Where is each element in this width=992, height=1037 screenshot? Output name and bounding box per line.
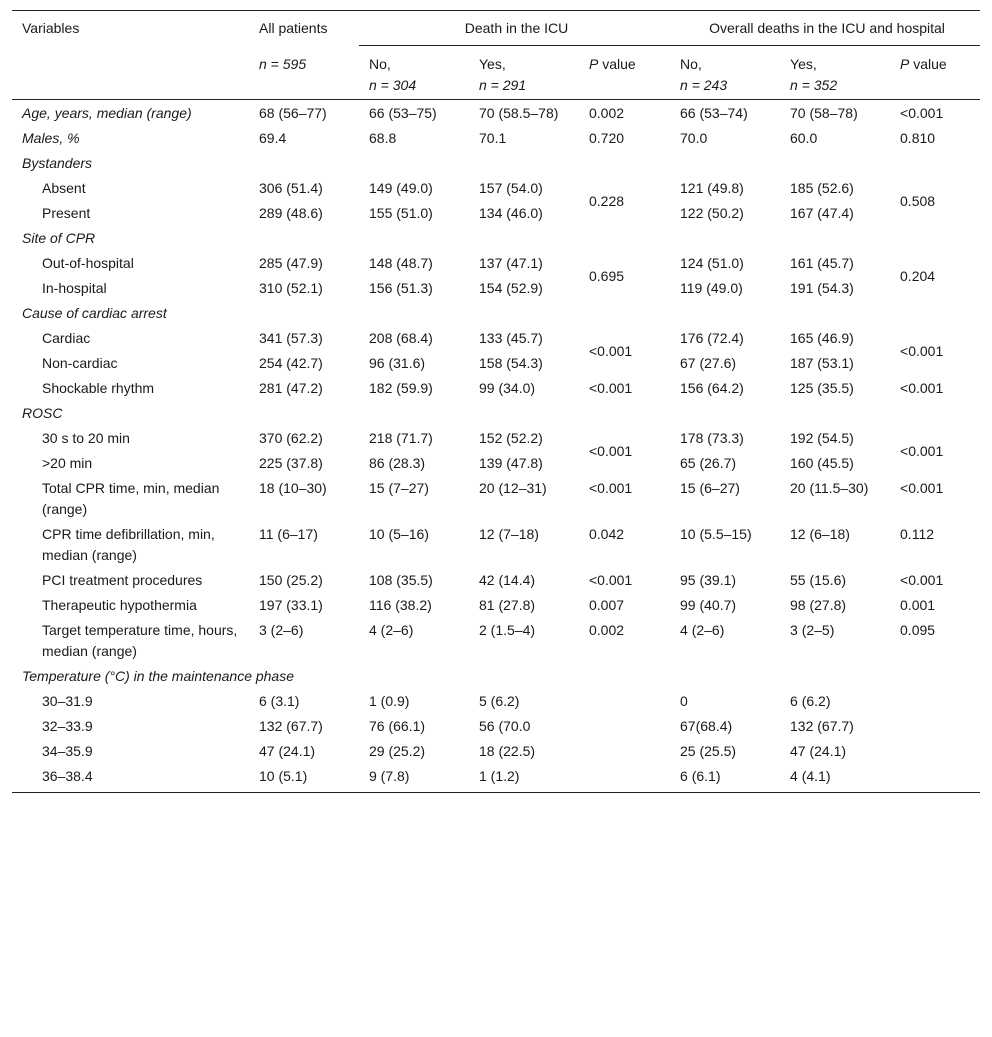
cell-icu-no: 218 (71.7)	[369, 430, 433, 446]
cell-all: 285 (47.9)	[259, 255, 323, 271]
cell-overall-yes: 132 (67.7)	[790, 718, 854, 734]
cell-overall-no: 99 (40.7)	[680, 597, 737, 613]
table-row-non-cardiac	[12, 350, 980, 375]
row-label: 30 s to 20 min	[42, 430, 130, 446]
cell-all: 6 (3.1)	[259, 693, 300, 709]
table-row-shockable	[12, 375, 980, 400]
table-row-rosc-over-20min	[12, 450, 980, 475]
cell-icu-no: 76 (66.1)	[369, 718, 426, 734]
table-row-out-of-hospital	[12, 250, 980, 275]
cell-all: 254 (42.7)	[259, 355, 323, 371]
cell-all: 370 (62.2)	[259, 430, 323, 446]
cell-overall-p: 0.095	[900, 622, 936, 638]
section-label: Bystanders	[22, 155, 93, 171]
cell-overall-no: 67(68.4)	[680, 718, 733, 734]
cell-icu-no: 116 (38.2)	[369, 597, 432, 613]
cell-all: 47 (24.1)	[259, 743, 316, 759]
cell-all: 10 (5.1)	[249, 763, 359, 793]
cell-overall-yes: 98 (27.8)	[790, 597, 847, 613]
cell-icu-yes: 42 (14.4)	[479, 572, 536, 588]
row-label: 34–35.9	[42, 743, 93, 759]
row-label: Males, %	[22, 130, 80, 146]
row-label: 32–33.9	[42, 718, 93, 734]
cell-icu-no: 108 (35.5)	[369, 572, 433, 588]
cell-icu-no: 4 (2–6)	[369, 622, 414, 638]
cell-icu-yes: 99 (34.0)	[479, 380, 536, 396]
cell-icu-yes: 70 (58.5–78)	[469, 100, 579, 126]
cell-overall-no: 66 (53–74)	[670, 100, 780, 126]
cell-overall-p: 0.112	[900, 526, 935, 542]
cell-overall-yes: 187 (53.1)	[790, 355, 854, 371]
cell-icu-no: 208 (68.4)	[369, 330, 433, 346]
header-overall-yes: Yes, n = 352	[790, 56, 838, 93]
cell-icu-yes: 12 (7–18)	[479, 526, 539, 542]
header-icu-p: P value	[589, 56, 636, 72]
cell-icu-yes: 133 (45.7)	[479, 330, 543, 346]
cell-all: 18 (10–30)	[259, 480, 327, 496]
table-container	[12, 10, 980, 793]
cell-overall-no: 15 (6–27)	[680, 480, 740, 496]
row-label: Non-cardiac	[42, 355, 118, 371]
cell-icu-no: 15 (7–27)	[369, 480, 429, 496]
row-label: PCI treatment procedures	[42, 572, 203, 588]
row-label: Out-of-hospital	[42, 255, 134, 271]
cell-all: 68 (56–77)	[249, 100, 359, 126]
cell-icu-yes: 134 (46.0)	[479, 205, 543, 221]
cell-icu-no: 29 (25.2)	[369, 743, 426, 759]
cell-overall-no: 65 (26.7)	[680, 455, 737, 471]
section-label: ROSC	[22, 405, 63, 421]
row-label: In-hospital	[42, 280, 107, 296]
cell-icu-p: 0.042	[589, 526, 625, 542]
table-row-section-rosc	[12, 400, 980, 425]
cell-all: 132 (67.7)	[259, 718, 323, 734]
cell-overall-p: <0.001	[890, 100, 980, 126]
row-label: 36–38.4	[12, 763, 249, 793]
cell-all: 310 (52.1)	[259, 280, 323, 296]
cell-overall-no: 121 (49.8)	[680, 180, 744, 196]
cell-overall-yes: 161 (45.7)	[790, 255, 854, 271]
table-row-cardiac	[12, 325, 980, 350]
cell-all: 281 (47.2)	[259, 380, 323, 396]
cell-icu-yes: 157 (54.0)	[479, 180, 543, 196]
cell-overall-yes: 12 (6–18)	[790, 526, 850, 542]
table-row-temp-30	[12, 688, 980, 713]
cell-icu-yes: 154 (52.9)	[479, 280, 543, 296]
cell-icu-p: 0.695	[589, 267, 625, 284]
cell-overall-yes: 60.0	[790, 130, 818, 146]
cell-icu-no: 1 (0.9)	[369, 693, 410, 709]
cell-overall-yes: 55 (15.6)	[790, 572, 847, 588]
table-row-temp-36	[12, 763, 980, 793]
row-label: Age, years, median (range)	[12, 100, 249, 126]
table-row-age	[12, 100, 980, 126]
header-overall-no: No, n = 243	[680, 56, 728, 93]
row-label: Total CPR time, min, median (range)	[42, 480, 220, 517]
row-label: Therapeutic hypothermia	[42, 597, 197, 613]
cell-icu-yes: 2 (1.5–4)	[479, 622, 536, 638]
cell-overall-yes: 192 (54.5)	[790, 430, 854, 446]
cell-overall-no: 10 (5.5–15)	[680, 526, 752, 542]
cell-all: 197 (33.1)	[259, 597, 323, 613]
header-overall-deaths: Overall deaths in the ICU and hospital	[670, 11, 980, 46]
cell-overall-yes: 6 (6.2)	[790, 693, 831, 709]
section-label: Temperature (°C) in the maintenance phase	[22, 668, 295, 684]
cell-icu-no: 96 (31.6)	[369, 355, 426, 371]
cell-icu-p: 0.720	[589, 130, 625, 146]
header-row-2	[12, 46, 980, 100]
header-all-patients: All patients	[249, 11, 359, 46]
cell-overall-no: 6 (6.1)	[670, 763, 780, 793]
row-label: >20 min	[42, 455, 93, 471]
cell-icu-yes: 18 (22.5)	[479, 743, 536, 759]
cell-icu-no: 148 (48.7)	[369, 255, 433, 271]
cell-icu-no: 182 (59.9)	[369, 380, 433, 396]
cell-icu-no: 86 (28.3)	[369, 455, 426, 471]
cell-overall-yes: 47 (24.1)	[790, 743, 847, 759]
cell-icu-p: 0.002	[589, 622, 625, 638]
cell-overall-no: 95 (39.1)	[680, 572, 737, 588]
row-label: Present	[42, 205, 91, 221]
cell-icu-yes: 139 (47.8)	[479, 455, 543, 471]
cell-overall-p: 0.810	[900, 130, 936, 146]
cell-icu-yes: 70.1	[479, 130, 507, 146]
cell-icu-yes: 158 (54.3)	[479, 355, 543, 371]
section-label: Site of CPR	[22, 230, 96, 246]
cell-overall-p: 0.204	[900, 267, 936, 284]
row-label: Absent	[42, 180, 86, 196]
section-label: Cause of cardiac arrest	[22, 305, 167, 321]
header-row-1	[12, 11, 980, 46]
cell-all: 3 (2–6)	[259, 622, 304, 638]
cell-overall-yes: 125 (35.5)	[790, 380, 854, 396]
table-row-temp-32	[12, 713, 980, 738]
header-icu-yes: Yes, n = 291	[479, 56, 527, 93]
cell-icu-p: 0.228	[589, 192, 625, 209]
cell-overall-p: <0.001	[900, 442, 944, 459]
cell-overall-yes: 20 (11.5–30)	[790, 480, 869, 496]
cell-overall-no: 25 (25.5)	[680, 743, 737, 759]
cell-icu-no: 9 (7.8)	[359, 763, 469, 793]
cell-overall-no: 124 (51.0)	[680, 255, 744, 271]
table-row-section-cause	[12, 300, 980, 325]
cell-icu-no: 66 (53–75)	[359, 100, 469, 126]
table-row-absent	[12, 175, 980, 200]
cell-icu-p: <0.001	[589, 342, 633, 359]
row-label: Cardiac	[42, 330, 91, 346]
cell-icu-no: 155 (51.0)	[369, 205, 433, 221]
header-variables: Variables	[12, 11, 249, 46]
table-row-section-temperature	[12, 663, 980, 688]
table-row-in-hospital	[12, 275, 980, 300]
cell-all: 150 (25.2)	[259, 572, 323, 588]
cell-overall-yes: 3 (2–5)	[790, 622, 835, 638]
table-row-temp-34	[12, 738, 980, 763]
cell-overall-yes: 160 (45.5)	[790, 455, 854, 471]
cell-overall-yes: 70 (58–78)	[780, 100, 890, 126]
table-row-present	[12, 200, 980, 225]
table-row-cpr-total	[12, 475, 980, 521]
row-label: Shockable rhythm	[42, 380, 155, 396]
table-row-rosc-30s-20min	[12, 425, 980, 450]
cell-overall-p: <0.001	[900, 572, 944, 588]
table-row-pci	[12, 567, 980, 592]
cell-icu-no: 156 (51.3)	[369, 280, 433, 296]
row-label: CPR time defibrillation, min, median (range)	[42, 526, 215, 563]
cell-overall-no: 156 (64.2)	[680, 380, 744, 396]
table-row-target-temp	[12, 617, 980, 663]
cell-icu-p: <0.001	[589, 442, 633, 459]
cell-overall-yes: 185 (52.6)	[790, 180, 854, 196]
cell-overall-p: 0.508	[900, 192, 936, 209]
patient-characteristics-table	[12, 10, 980, 793]
cell-icu-yes: 20 (12–31)	[479, 480, 547, 496]
cell-all: 341 (57.3)	[259, 330, 323, 346]
header-death-icu: Death in the ICU	[359, 11, 670, 46]
cell-icu-yes: 56 (70.0	[479, 718, 531, 734]
cell-overall-yes: 167 (47.4)	[790, 205, 854, 221]
table-row-males	[12, 125, 980, 150]
header-n-all: n = 595	[259, 55, 307, 72]
table-row-section-bystanders	[12, 150, 980, 175]
cell-overall-p: <0.001	[900, 342, 944, 359]
cell-overall-no: 70.0	[680, 130, 708, 146]
cell-overall-yes: 4 (4.1)	[780, 763, 890, 793]
cell-overall-no: 67 (27.6)	[680, 355, 737, 371]
table-row-hypothermia	[12, 592, 980, 617]
cell-overall-yes: 191 (54.3)	[790, 280, 854, 296]
cell-icu-no: 68.8	[369, 130, 397, 146]
row-label: 30–31.9	[42, 693, 93, 709]
cell-icu-p: 0.007	[589, 597, 625, 613]
cell-overall-no: 4 (2–6)	[680, 622, 725, 638]
cell-overall-p: <0.001	[900, 380, 944, 396]
cell-all: 289 (48.6)	[259, 205, 323, 221]
table-row-cpr-defib	[12, 521, 980, 567]
cell-overall-p: <0.001	[900, 480, 944, 496]
cell-overall-no: 178 (73.3)	[680, 430, 744, 446]
cell-overall-p: 0.001	[900, 597, 936, 613]
cell-icu-p: 0.002	[579, 100, 670, 126]
cell-icu-yes: 152 (52.2)	[479, 430, 543, 446]
cell-icu-yes: 1 (1.2)	[469, 763, 579, 793]
cell-all: 69.4	[259, 130, 287, 146]
cell-overall-no: 0	[680, 693, 688, 709]
cell-all: 225 (37.8)	[259, 455, 323, 471]
cell-overall-no: 119 (49.0)	[680, 280, 743, 296]
header-overall-p: P value	[900, 56, 947, 72]
cell-icu-yes: 137 (47.1)	[479, 255, 543, 271]
header-icu-no: No, n = 304	[369, 56, 417, 93]
cell-all: 306 (51.4)	[259, 180, 323, 196]
cell-overall-yes: 165 (46.9)	[790, 330, 854, 346]
cell-icu-yes: 5 (6.2)	[479, 693, 520, 709]
cell-icu-no: 149 (49.0)	[369, 180, 433, 196]
cell-overall-no: 176 (72.4)	[680, 330, 744, 346]
table-row-section-site	[12, 225, 980, 250]
cell-overall-no: 122 (50.2)	[680, 205, 744, 221]
cell-icu-no: 10 (5–16)	[369, 526, 429, 542]
cell-icu-p: <0.001	[589, 480, 633, 496]
cell-all: 11 (6–17)	[259, 526, 318, 542]
cell-icu-p: <0.001	[589, 572, 633, 588]
cell-icu-p: <0.001	[589, 380, 633, 396]
cell-icu-yes: 81 (27.8)	[479, 597, 536, 613]
row-label: Target temperature time, hours, median (range)	[42, 622, 238, 659]
